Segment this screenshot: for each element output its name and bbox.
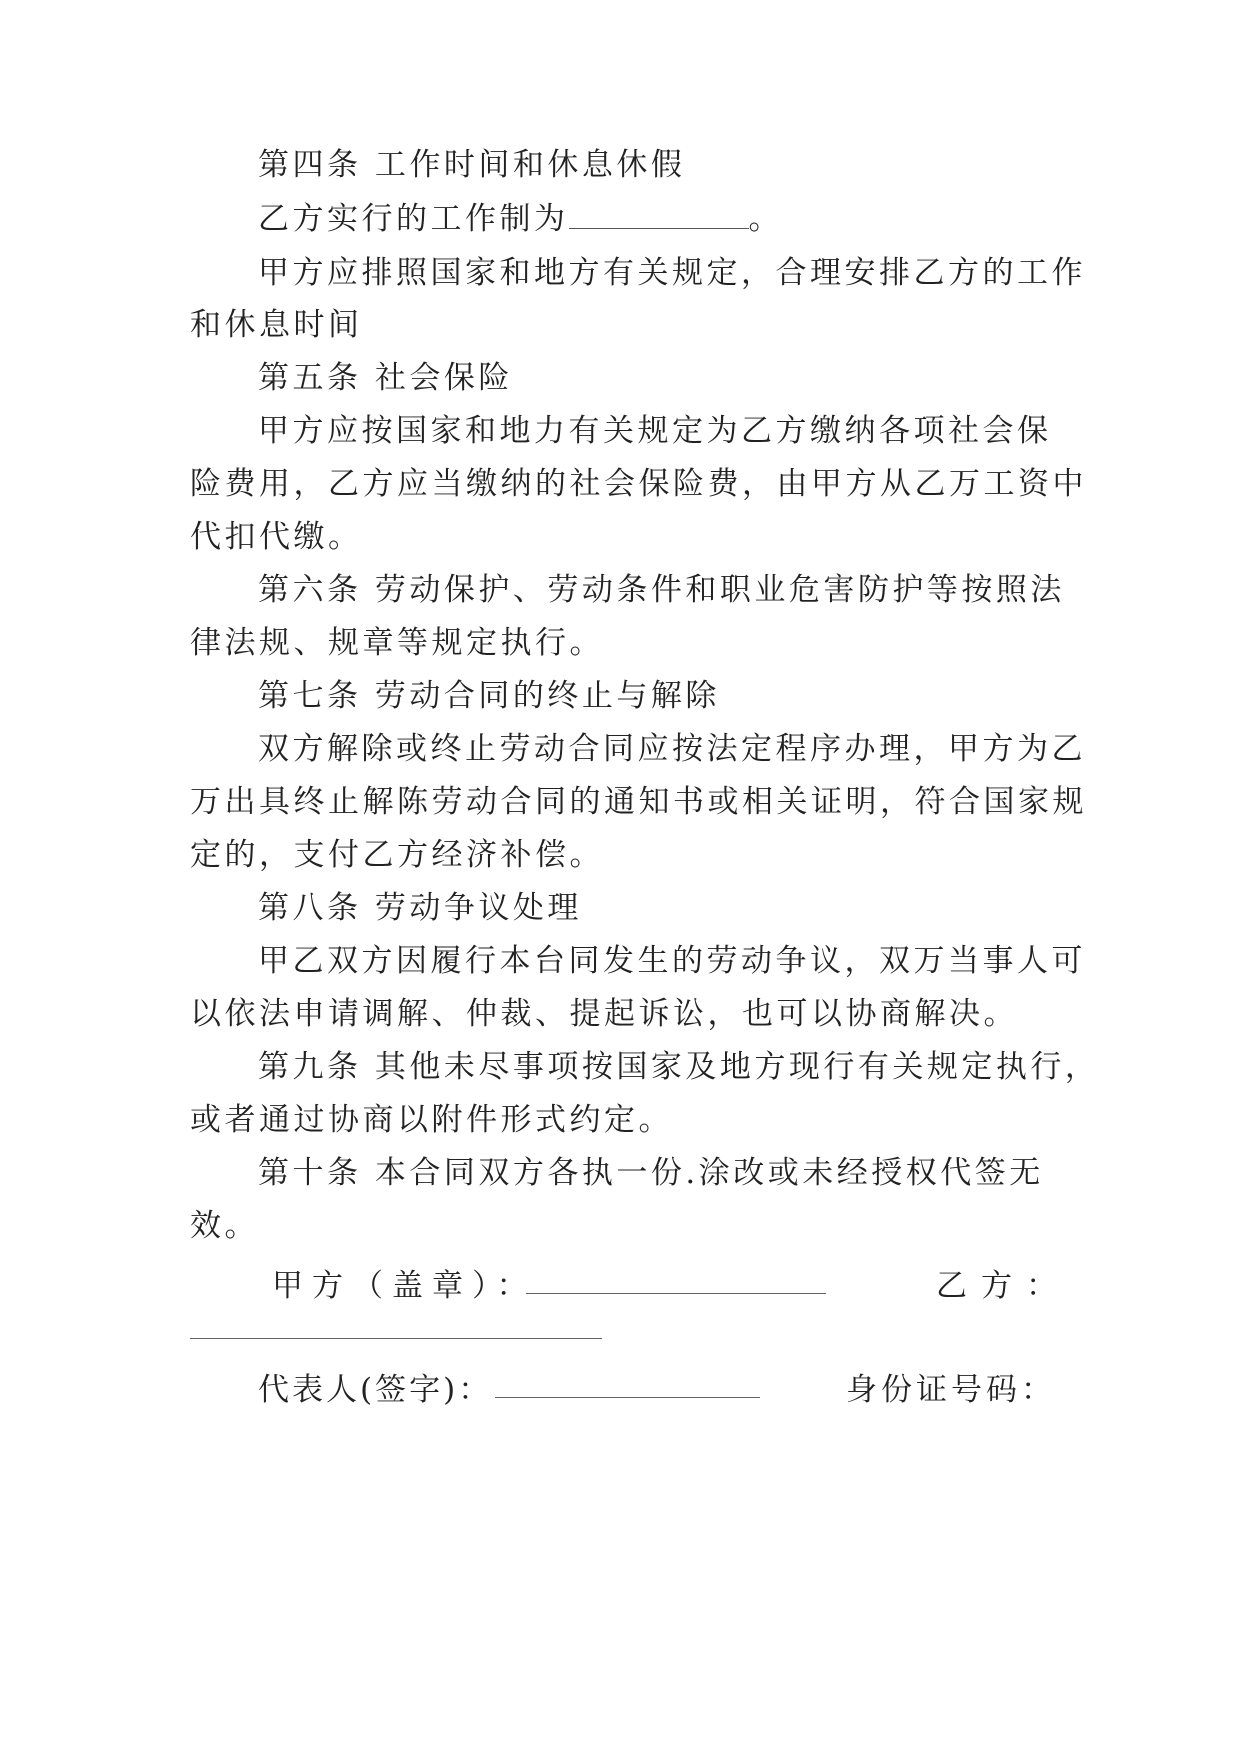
clause-5-line-2: 险费用，乙方应当缴纳的社会保险费，由甲方从乙万工资中 <box>190 466 1087 502</box>
clause-4-title: 第四条 工作时间和休息休假 <box>258 147 686 183</box>
clause-6-line-1: 第六条 劳动保护、劳动条件和职业危害防护等按照法 <box>258 572 1065 608</box>
party-a-seal-label: 甲方（盖章）： <box>272 1268 537 1304</box>
clause-8-line-1: 甲乙双方因履行本台同发生的劳动争议，双万当事人可 <box>258 943 1086 979</box>
clause-7-line-1: 双方解除或终止劳动合同应按法定程序办理，甲方为乙 <box>258 731 1086 767</box>
id-number-label: 身份证号码： <box>846 1372 1056 1408</box>
clause-10-line-1: 第十条 本合同双方各执一份.涂改或未经授权代签无 <box>258 1155 1044 1191</box>
clause-4-para-line-2: 和休息时间 <box>190 307 363 343</box>
clause-8-title: 第八条 劳动争议处理 <box>258 890 582 926</box>
clause-9-line-1: 第九条 其他未尽事项按国家及地方现行有关规定执行， <box>258 1049 1100 1085</box>
party-a-seal-blank[interactable] <box>526 1293 826 1294</box>
clause-5-line-3: 代扣代缴。 <box>190 519 363 555</box>
clause-6-line-2: 律法规、规章等规定执行。 <box>190 625 604 661</box>
clause-7-line-2: 万出具终止解陈劳动合同的通知书或相关证明，符合国家规 <box>190 784 1087 820</box>
clause-10-line-2: 效。 <box>190 1208 259 1244</box>
clause-4-para-line-1: 甲方应排照国家和地方有关规定，合理安排乙方的工作 <box>258 255 1086 291</box>
worktime-blank[interactable] <box>569 201 749 229</box>
party-b-label: 乙方： <box>936 1268 1071 1304</box>
clause-7-line-3: 定的，支付乙方经济补偿。 <box>190 837 604 873</box>
clause-4-worktime-suffix: 。 <box>748 201 783 237</box>
representative-signature-blank[interactable] <box>495 1397 760 1398</box>
clause-5-line-1: 甲方应按国家和地力有关规定为乙方缴纳各项社会保 <box>258 413 1052 449</box>
clause-4-worktime-prefix: 乙方实行的工作制为 <box>258 201 569 237</box>
clause-7-title: 第七条 劳动合同的终止与解除 <box>258 678 720 714</box>
clause-5-title: 第五条 社会保险 <box>258 360 513 396</box>
clause-4-worktime <box>258 199 783 239</box>
party-b-blank[interactable] <box>190 1338 602 1339</box>
clause-8-line-2: 以依法申请调解、仲裁、提起诉讼，也可以协商解决。 <box>190 996 1018 1032</box>
representative-signature-label: 代表人(签字)： <box>258 1372 493 1408</box>
clause-9-line-2: 或者通过协商以附件形式约定。 <box>190 1102 673 1138</box>
